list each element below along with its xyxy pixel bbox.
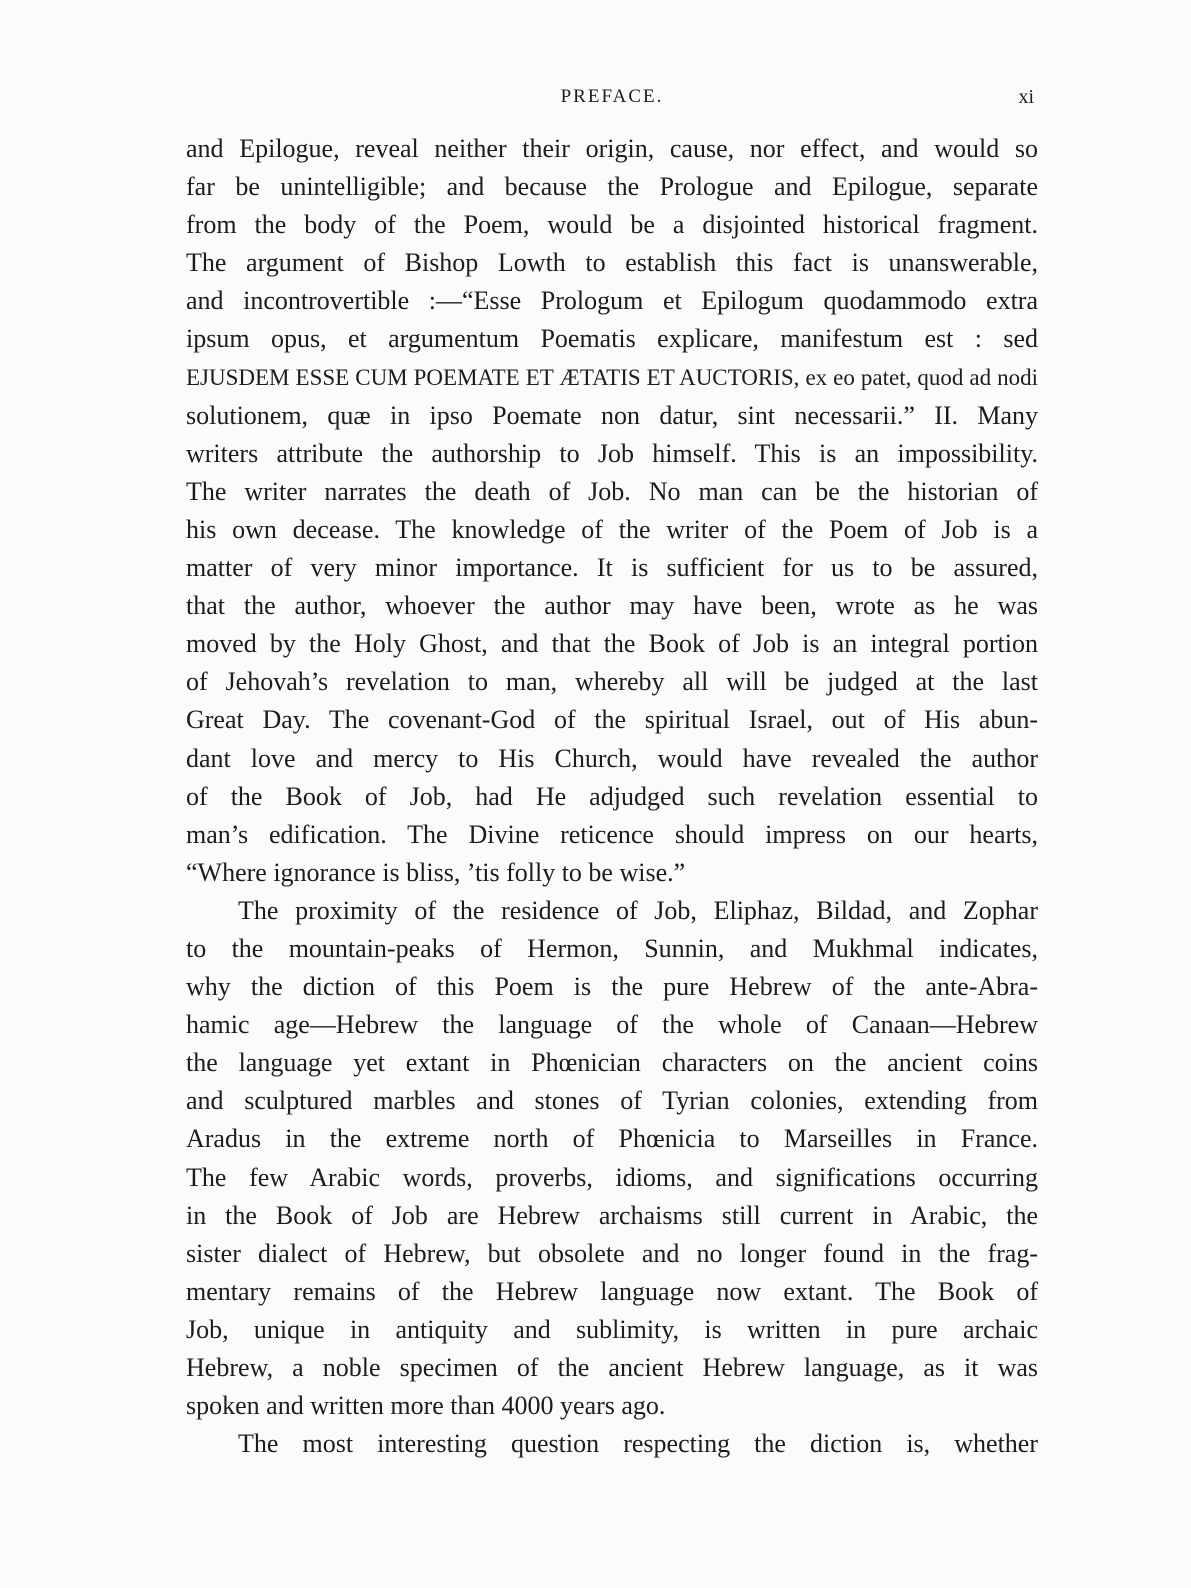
paragraph-start-line: The most interesting question respecting the diction is, whether: [238, 1429, 1038, 1459]
text-line: Aradus in the extreme north of Phœnicia to Marseilles in France.: [186, 1124, 1038, 1154]
text-line: Job, unique in antiquity and sublimity, is written in pure archaic: [186, 1314, 1038, 1344]
paragraph-start-line: The proximity of the residence of Job, Eliphaz, Bildad, and Zophar: [238, 895, 1038, 925]
text-line: matter of very minor importance. It is sufficient for us to be assured,: [186, 553, 1038, 583]
text-line: and sculptured marbles and stones of Tyrian colonies, extending from: [186, 1086, 1038, 1116]
text-line: mentary remains of the Hebrew language now extant. The Book of: [186, 1276, 1038, 1306]
text-line: hamic age—Hebrew the language of the whole of Canaan—Hebrew: [186, 1010, 1038, 1040]
text-line: Great Day. The covenant-God of the spiritual Israel, out of His abun-: [186, 705, 1038, 735]
text-line: and Epilogue, reveal neither their origin, cause, nor effect, and would so: [186, 134, 1038, 163]
text-line: the language yet extant in Phœnician characters on the ancient coins: [186, 1048, 1038, 1078]
text-line: The few Arabic words, proverbs, idioms, and significations occurring: [186, 1162, 1038, 1192]
page-number: xi: [1018, 86, 1034, 108]
text-line: why the diction of this Poem is the pure Hebrew of the ante-Abra-: [186, 972, 1038, 1002]
text-line: from the body of the Poem, would be a disjointed historical fragment.: [186, 210, 1038, 240]
running-head: [186, 84, 1038, 114]
text-line: The argument of Bishop Lowth to establish this fact is unanswerable,: [186, 248, 1038, 278]
text-line: “Where ignorance is bliss, ’tis folly to be wise.”: [186, 857, 686, 887]
text-line: EJUSDEM ESSE CUM POEMATE ET ÆTATIS ET AUCTORIS, ex eo patet, quod ad nodi: [186, 364, 1038, 390]
text-line: solutionem, quæ in ipso Poemate non datur, sint necessarii.” II. Many: [186, 400, 1038, 430]
running-title: PREFACE.: [560, 86, 664, 107]
text-line: to the mountain-peaks of Hermon, Sunnin, and Mukhmal indicates,: [186, 933, 1038, 963]
text-line: The writer narrates the death of Job. No man can be the historian of: [186, 476, 1038, 506]
text-line: far be unintelligible; and because the Prologue and Epilogue, separate: [186, 172, 1038, 202]
body-text: [186, 130, 1038, 1463]
text-line: and incontrovertible :—“Esse Prologum et Epilogum quodammodo extra: [186, 286, 1038, 316]
text-line: sister dialect of Hebrew, but obsolete and no longer found in the frag-: [186, 1238, 1038, 1268]
text-line: ipsum opus, et argumentum Poematis explicare, manifestum est : sed: [186, 324, 1038, 354]
text-line: man’s edification. The Divine reticence should impress on our hearts,: [186, 819, 1038, 849]
text-line: in the Book of Job are Hebrew archaisms still current in Arabic, the: [186, 1200, 1038, 1230]
text-line: dant love and mercy to His Church, would have revealed the author: [186, 743, 1038, 773]
text-line: his own decease. The knowledge of the writer of the Poem of Job is a: [186, 514, 1038, 544]
text-line: of the Book of Job, had He adjudged such revelation essential to: [186, 781, 1038, 811]
text-line: that the author, whoever the author may have been, wrote as he was: [186, 591, 1038, 621]
text-line: spoken and written more than 4000 years ago.: [186, 1391, 666, 1421]
text-line: of Jehovah’s revelation to man, whereby all will be judged at the last: [186, 667, 1038, 697]
text-line: writers attribute the authorship to Job himself. This is an impossibility.: [186, 438, 1038, 468]
text-line: moved by the Holy Ghost, and that the Book of Job is an integral portion: [186, 629, 1038, 659]
text-line: Hebrew, a noble specimen of the ancient Hebrew language, as it was: [186, 1353, 1038, 1382]
